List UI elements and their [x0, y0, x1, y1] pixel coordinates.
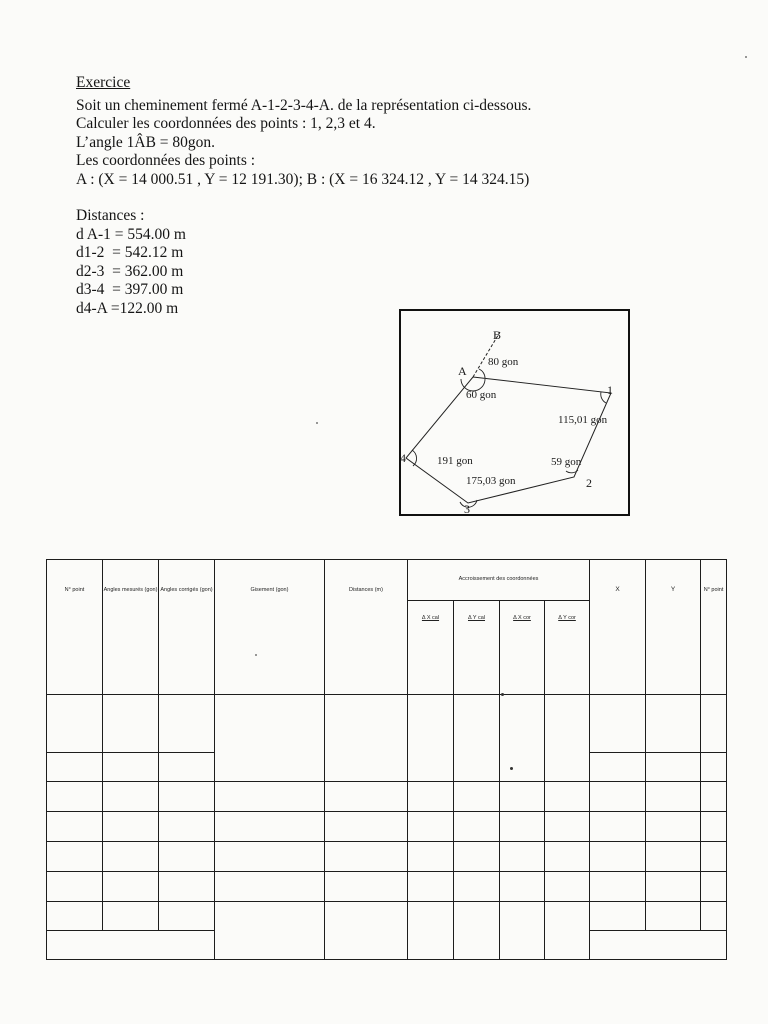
- angle-label-1: 115,01 gon: [558, 414, 608, 426]
- statement-line: Les coordonnées des points :: [76, 152, 256, 169]
- table-header-row: [47, 560, 727, 601]
- header-bearing: Gisement (gon): [215, 560, 325, 695]
- angle-label-3: 175,03 gon: [466, 475, 516, 487]
- angle-label-ab: 80 gon: [488, 356, 519, 368]
- traverse-calculation-table: [46, 559, 727, 960]
- header-dy-cor: Δ Y cor: [545, 601, 590, 695]
- distance-line: d1-2 = 542.12 m: [76, 244, 184, 261]
- angle-label-2: 59 gon: [551, 456, 582, 468]
- scan-speck: [501, 693, 504, 696]
- header-dx-cal: Δ X cal: [408, 601, 454, 695]
- table-row: [47, 872, 727, 902]
- statement-line: A : (X = 14 000.51 , Y = 12 191.30); B : (X = 16 324.12 , Y = 14 324.15): [76, 170, 530, 188]
- distance-line: d3-4 = 397.00 m: [76, 281, 184, 298]
- header-x: X: [590, 560, 646, 695]
- table-row: [47, 842, 727, 872]
- distance-line: d4-A =122.00 m: [76, 299, 179, 317]
- header-measured-angles: Angles mesurés (gon): [103, 560, 159, 695]
- header-dy-cal: Δ Y cal: [454, 601, 500, 695]
- header-coordinate-increments: Accroissement des coordonnées: [408, 560, 590, 601]
- point-label-1: 1: [607, 383, 613, 397]
- table-row: [47, 902, 727, 931]
- scan-speck: [316, 422, 318, 424]
- angle-arc-1: [601, 392, 606, 403]
- table-row: [47, 782, 727, 812]
- exercise-text: [76, 74, 531, 318]
- exercise-title: Exercice: [76, 74, 131, 91]
- angle-label-a: 60 gon: [466, 389, 497, 401]
- distance-line: d2-3 = 362.00 m: [76, 262, 184, 280]
- header-corrected-angles: Angles corrigés (gon): [159, 560, 215, 695]
- header-point-end: N° point: [701, 560, 727, 695]
- point-label-a: A: [458, 364, 467, 378]
- statement-line: L’angle 1ÂB = 80gon.: [76, 133, 216, 151]
- scan-speck: [745, 56, 747, 58]
- header-dx-cor: Δ X cor: [500, 601, 545, 695]
- header-distances: Distances (m): [325, 560, 408, 695]
- statement-line: Calculer les coordonnées des points : 1, 2,3 et 4.: [76, 115, 376, 132]
- distances-title: Distances :: [76, 207, 145, 224]
- header-y: Y: [646, 560, 701, 695]
- traverse-diagram: [399, 309, 631, 517]
- distance-line: d A-1 = 554.00 m: [76, 225, 186, 243]
- table-row: [47, 695, 727, 753]
- scan-speck: [255, 654, 257, 656]
- point-label-2: 2: [586, 476, 592, 490]
- point-label-4: 4: [400, 451, 406, 465]
- point-label-3: 3: [464, 502, 470, 516]
- angle-arc-ab: [479, 369, 485, 378]
- scan-speck: [510, 767, 513, 770]
- header-point: N° point: [47, 560, 103, 695]
- point-label-b: B: [493, 328, 502, 342]
- traverse-svg: [399, 309, 631, 517]
- angle-label-4: 191 gon: [437, 455, 473, 467]
- statement-line: Soit un cheminement fermé A-1-2-3-4-A. de la représentation ci-dessous.: [76, 96, 532, 114]
- table-row: [47, 812, 727, 842]
